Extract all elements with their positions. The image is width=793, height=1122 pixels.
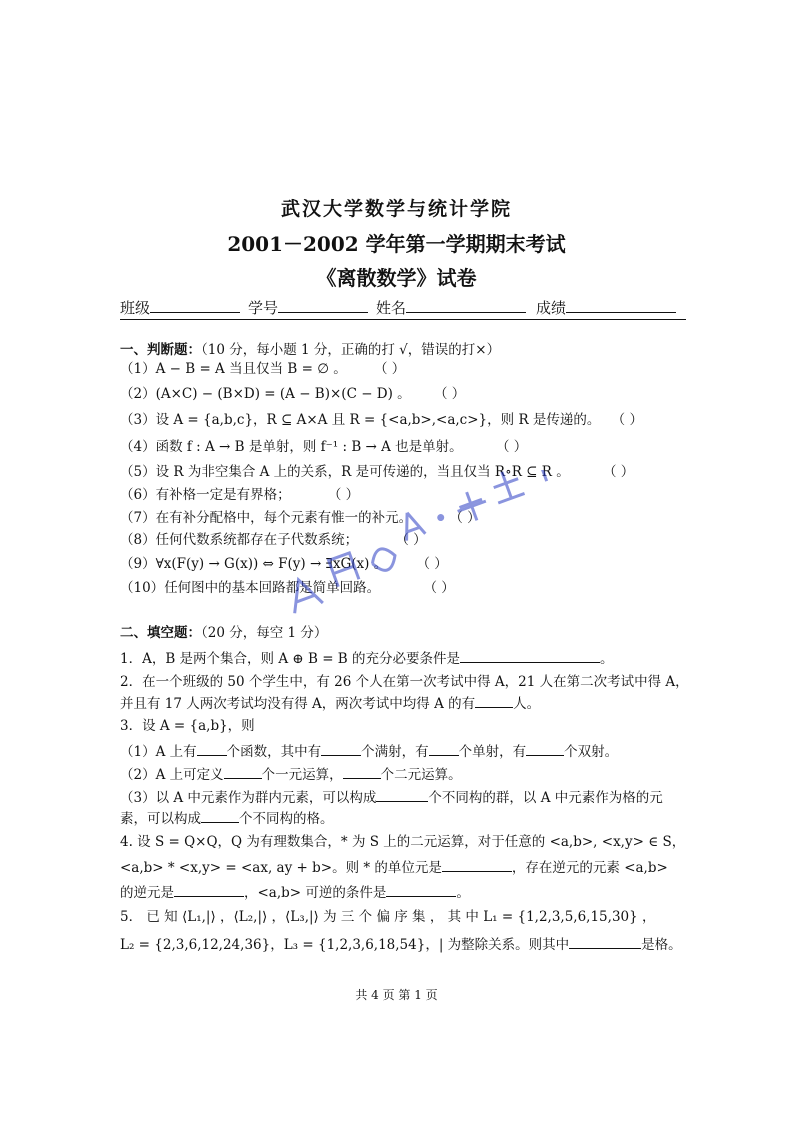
section1-note: （10 分，每小题 1 分，正确的打 √，错误的打×） xyxy=(201,342,501,358)
item-number: （5） xyxy=(120,464,156,480)
answer-blank xyxy=(376,788,428,802)
item-text: 设 A = {a,b,c}，R ⊆ A×A 且 R = {<a,b>,<a,c>}，则 R 是传递的。 xyxy=(155,412,601,428)
q3-s1-b: 个函数，其中有 xyxy=(226,744,322,760)
item-number: （1） xyxy=(120,361,156,377)
fill-q4-line3 xyxy=(120,883,470,902)
fill-q4-line2 xyxy=(120,858,668,877)
item-text: 任何图中的基本回路都是简单回路。 xyxy=(164,580,381,596)
judge-item-8 xyxy=(120,531,427,549)
q3-s2-a: （2）A 上可定义 xyxy=(120,767,224,783)
fill-q5-line2 xyxy=(120,935,682,954)
fill-q3-sub3 xyxy=(120,788,663,807)
item-text: 有补格一定是有界格； xyxy=(155,487,291,503)
item-text: 在有补分配格中，每个元素有惟一的补元。 xyxy=(155,510,413,526)
q4-text-e: 。 xyxy=(456,885,470,901)
answer-blank xyxy=(174,883,244,897)
student-info-row xyxy=(120,297,686,320)
q3-s3-a: （3）以 A 中元素作为群内元素，可以构成 xyxy=(120,790,377,806)
item-text: 设 R 为非空集合 A 上的关系，R 是可传递的，当且仅当 R∘R ⊆ R 。 xyxy=(155,464,570,480)
score-blank xyxy=(566,297,676,313)
answer-paren: （ ） xyxy=(502,439,528,455)
student-id-label: 学号 xyxy=(248,299,279,317)
q2-text: 并且有 17 人两次考试均没有得 A，两次考试中均得 A 的有 xyxy=(120,696,476,712)
q3-s2-c: 个二元运算。 xyxy=(380,767,462,783)
class-blank xyxy=(150,297,240,313)
judge-item-7 xyxy=(120,509,481,527)
school-title: 武汉大学数学与统计学院 xyxy=(280,198,512,220)
answer-blank xyxy=(460,649,600,663)
q3-s1-d: 个单射，有 xyxy=(458,744,527,760)
q4-text-c: 的逆元是 xyxy=(120,885,174,901)
page-footer: 共 4 页 第 1 页 xyxy=(355,988,438,1002)
class-label: 班级 xyxy=(120,299,151,317)
answer-blank xyxy=(569,935,641,949)
score-field xyxy=(536,297,676,318)
fill-q3-sub3-cont xyxy=(120,809,334,828)
judge-item-10 xyxy=(120,579,455,597)
item-text: 任何代数系统都存在子代数系统； xyxy=(155,532,359,548)
answer-paren: （ ） xyxy=(402,532,427,548)
q4-text-a: <a,b> * <x,y> = <ax, ay + b>。则 * 的单位元是 xyxy=(120,860,442,876)
answer-paren: （ ） xyxy=(609,464,635,480)
student-id-field xyxy=(248,297,368,318)
name-field xyxy=(376,297,526,318)
course-title: 《离散数学》试卷 xyxy=(316,266,477,290)
item-number: （7） xyxy=(120,510,156,526)
class-field xyxy=(120,297,240,318)
judge-item-5 xyxy=(120,463,634,481)
item-text: A − B = A 当且仅当 B = ∅ 。 xyxy=(155,361,347,377)
answer-blank xyxy=(386,883,456,897)
item-number: （8） xyxy=(120,532,156,548)
section1-heading xyxy=(120,341,500,359)
item-text: (A×C) − (B×D) = (A − B)×(C − D) 。 xyxy=(155,386,411,402)
answer-blank xyxy=(224,765,262,779)
judge-item-4 xyxy=(120,438,527,456)
q4-text-d: ，<a,b> 可逆的条件是 xyxy=(244,885,387,901)
answer-blank xyxy=(321,742,361,756)
item-text: 函数 f : A → B 是单射，则 f⁻¹ : B → A 也是单射。 xyxy=(155,439,463,455)
q4-text-b: ，存在逆元的元素 <a,b> xyxy=(511,860,668,876)
section1-title: 一、判断题： xyxy=(120,342,201,358)
name-label: 姓名 xyxy=(376,299,407,317)
answer-paren: （ ） xyxy=(334,487,360,503)
answer-blank xyxy=(429,742,459,756)
name-blank xyxy=(406,297,526,313)
judge-item-6 xyxy=(120,486,359,504)
fill-q3-stem: 3．设 A = {a,b}，则 xyxy=(120,718,255,734)
q3-s1-a: （1）A 上有 xyxy=(120,744,197,760)
answer-blank xyxy=(201,809,239,823)
section2-heading xyxy=(120,624,327,642)
answer-blank xyxy=(526,742,564,756)
answer-paren: （ ） xyxy=(618,412,643,428)
q5-text-b: 是格。 xyxy=(641,937,682,953)
answer-blank xyxy=(442,858,512,872)
q1-text: 1．A，B 是两个集合，则 A ⊕ B = B 的充分必要条件是 xyxy=(120,651,461,667)
fill-q5-line1: 5． 已 知 ⟨L₁,|⟩ ，⟨L₂,|⟩ ，⟨L₃,|⟩ 为 三 个 偏 序 集 ， 其 中 L₁ = {1,2,3,5,6,15,30} ， xyxy=(120,909,656,925)
q3-s3-b: 个不同构的群，以 A 中元素作为格的元 xyxy=(428,790,663,806)
judge-item-1 xyxy=(120,360,405,378)
q1-end: 。 xyxy=(600,651,614,667)
section2-title: 二、填空题： xyxy=(120,625,201,641)
item-number: （4） xyxy=(120,439,156,455)
student-id-blank xyxy=(278,297,368,313)
answer-blank xyxy=(343,765,381,779)
q2-end: 人。 xyxy=(513,696,541,712)
item-number: （2） xyxy=(120,386,156,402)
item-number: （10） xyxy=(120,580,165,596)
fill-q2-line1: 2．在一个班级的 50 个学生中，有 26 个人在第一次考试中得 A，21 人在第二次考试中得 A， xyxy=(120,674,689,690)
section2-note: （20 分，每空 1 分） xyxy=(201,625,328,641)
answer-blank xyxy=(197,742,227,756)
answer-blank xyxy=(475,694,513,708)
judge-item-2 xyxy=(120,385,465,403)
q3-s3b-a: 素，可以构成 xyxy=(120,811,201,827)
answer-paren: （ ） xyxy=(380,361,406,377)
fill-q3-sub2 xyxy=(120,765,462,784)
answer-paren: （ ） xyxy=(430,580,455,596)
q5-text-a: L₂ = {2,3,6,12,24,36}，L₃ = {1,2,3,6,18,54}，| 为整除关系。则其中 xyxy=(120,937,570,953)
judge-item-3 xyxy=(120,411,643,429)
exam-title: 2001－2002 学年第一学期期末考试 xyxy=(227,232,566,256)
q3-s1-e: 个双射。 xyxy=(564,744,619,760)
q3-s1-c: 个满射，有 xyxy=(361,744,429,760)
fill-q2-line2 xyxy=(120,694,540,713)
fill-q3-sub1 xyxy=(120,742,618,761)
answer-paren: （ ） xyxy=(456,510,481,526)
item-number: （6） xyxy=(120,487,156,503)
answer-paren: （ ） xyxy=(423,556,448,572)
fill-q4-line1: 4. 设 S = Q×Q，Q 为有理数集合，* 为 S 上的二元运算，对于任意的 <a,b>, <x,y> ∈ S， xyxy=(120,834,686,850)
score-label: 成绩 xyxy=(536,299,567,317)
item-number: （3） xyxy=(120,412,156,428)
q3-s3b-b: 个不同构的格。 xyxy=(239,811,334,827)
item-number: （9） xyxy=(120,556,156,572)
q3-s2-b: 个一元运算， xyxy=(261,767,343,783)
fill-q1 xyxy=(120,649,614,668)
item-text: ∀x(F(y) → G(x)) ⇔ F(y) → ∃xG(x) 。 xyxy=(155,556,388,572)
answer-paren: （ ） xyxy=(440,386,466,402)
judge-item-9 xyxy=(120,555,448,573)
